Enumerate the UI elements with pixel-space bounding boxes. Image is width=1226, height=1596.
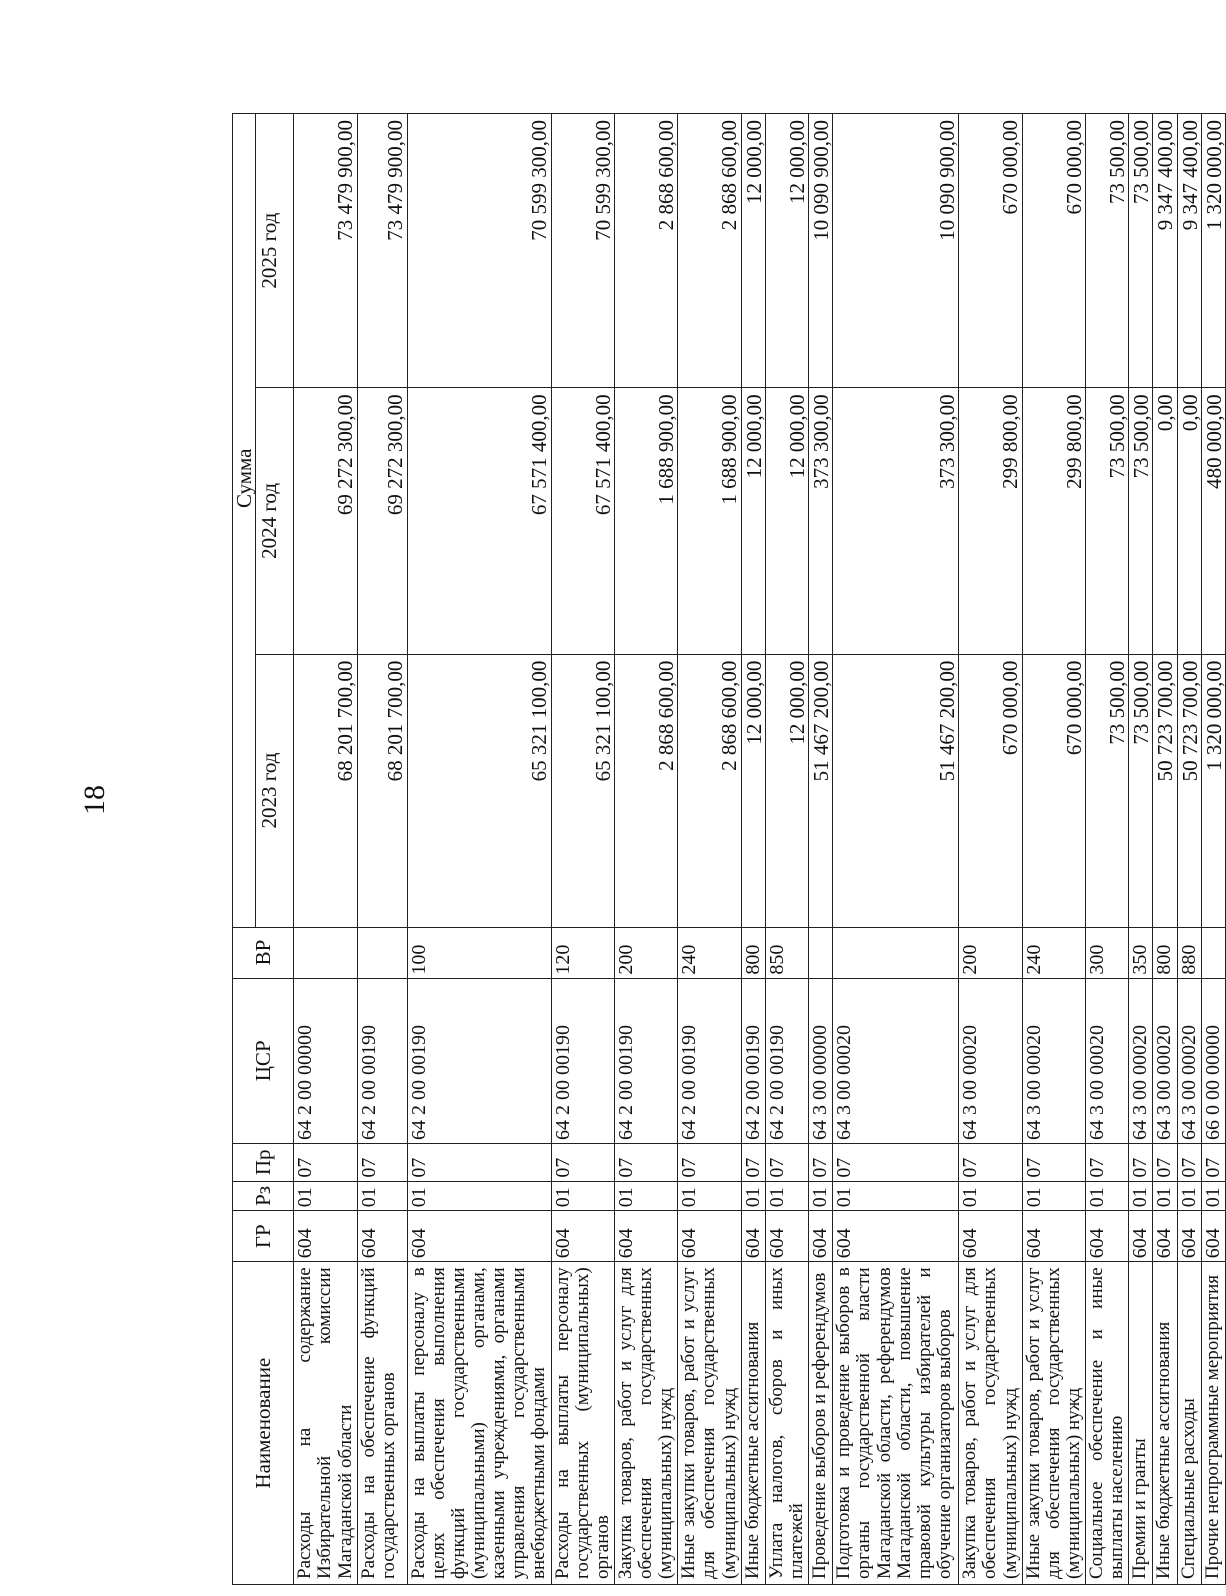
cell-pr: 07 xyxy=(1129,1143,1153,1181)
cell-name: Иные закупки товаров, работ и услуг для обеспечения государственных (муниципальных) нужд xyxy=(678,1262,741,1585)
cell-vr: 850 xyxy=(765,927,808,978)
table-row xyxy=(1177,114,1201,1585)
cell-rz: 01 xyxy=(959,1181,1022,1211)
header-2023: 2023 год xyxy=(256,654,294,927)
cell-name: Проведение выборов и референдумов xyxy=(809,1262,833,1585)
table-row xyxy=(741,114,765,1585)
cell-y2024: 12 000,00 xyxy=(741,388,765,654)
cell-rz: 01 xyxy=(1129,1181,1153,1211)
cell-name: Иные бюджетные ассигнования xyxy=(741,1262,765,1585)
cell-vr: 300 xyxy=(1086,927,1129,978)
cell-csr: 64 3 00 00000 xyxy=(809,978,833,1143)
cell-y2025: 73 479 900,00 xyxy=(357,114,407,388)
table-row xyxy=(678,114,741,1585)
cell-y2024: 373 300,00 xyxy=(833,388,959,654)
cell-pr: 07 xyxy=(809,1143,833,1181)
cell-pr: 07 xyxy=(1177,1143,1201,1181)
cell-y2023: 51 467 200,00 xyxy=(809,654,833,927)
header-name: Наименование xyxy=(233,1262,294,1585)
cell-vr: 800 xyxy=(1153,927,1177,978)
cell-csr: 64 3 00 00020 xyxy=(959,978,1022,1143)
cell-name: Прочие непрограммные мероприятия xyxy=(1201,1262,1225,1585)
cell-gr: 604 xyxy=(1201,1211,1225,1262)
cell-vr: 350 xyxy=(1129,927,1153,978)
cell-y2024: 0,00 xyxy=(1153,388,1177,654)
cell-vr: 120 xyxy=(551,927,614,978)
cell-gr: 604 xyxy=(1153,1211,1177,1262)
cell-y2024: 1 688 900,00 xyxy=(614,388,677,654)
cell-y2025: 12 000,00 xyxy=(741,114,765,388)
cell-csr: 64 3 00 00020 xyxy=(1086,978,1129,1143)
cell-name: Расходы на выплаты персоналу в целях обеспечения выполнения функций государственными (муниципальными) органами, казенными учреждениями, органами управления государственными внебюджетными фондами xyxy=(407,1262,551,1585)
cell-y2025: 2 868 600,00 xyxy=(678,114,741,388)
table-row xyxy=(614,114,677,1585)
cell-y2023: 68 201 700,00 xyxy=(294,654,357,927)
cell-y2024: 480 000,00 xyxy=(1201,388,1225,654)
cell-csr: 64 3 00 00020 xyxy=(1177,978,1201,1143)
cell-gr: 604 xyxy=(765,1211,808,1262)
cell-csr: 66 0 00 00000 xyxy=(1201,978,1225,1143)
cell-gr: 604 xyxy=(741,1211,765,1262)
cell-y2024: 67 571 400,00 xyxy=(551,388,614,654)
table-body xyxy=(294,114,1226,1585)
cell-y2025: 70 599 300,00 xyxy=(407,114,551,388)
cell-gr: 604 xyxy=(959,1211,1022,1262)
cell-rz: 01 xyxy=(1201,1181,1225,1211)
cell-y2025: 2 868 600,00 xyxy=(614,114,677,388)
cell-pr: 07 xyxy=(1022,1143,1085,1181)
cell-vr: 240 xyxy=(1022,927,1085,978)
cell-vr: 200 xyxy=(959,927,1022,978)
cell-vr xyxy=(833,927,959,978)
cell-y2024: 373 300,00 xyxy=(809,388,833,654)
cell-vr: 100 xyxy=(407,927,551,978)
cell-y2025: 670 000,00 xyxy=(959,114,1022,388)
cell-pr: 07 xyxy=(1201,1143,1225,1181)
table-row xyxy=(959,114,1022,1585)
cell-pr: 07 xyxy=(1086,1143,1129,1181)
cell-y2024: 69 272 300,00 xyxy=(294,388,357,654)
cell-name: Уплата налогов, сборов и иных платежей xyxy=(765,1262,808,1585)
cell-gr: 604 xyxy=(407,1211,551,1262)
cell-pr: 07 xyxy=(294,1143,357,1181)
cell-y2023: 1 320 000,00 xyxy=(1201,654,1225,927)
cell-csr: 64 2 00 00190 xyxy=(678,978,741,1143)
cell-gr: 604 xyxy=(294,1211,357,1262)
header-2025: 2025 год xyxy=(256,114,294,388)
header-pr: Пр xyxy=(233,1143,294,1181)
cell-y2024: 73 500,00 xyxy=(1086,388,1129,654)
cell-pr: 07 xyxy=(614,1143,677,1181)
cell-pr: 07 xyxy=(678,1143,741,1181)
cell-y2023: 73 500,00 xyxy=(1129,654,1153,927)
budget-table-sheet xyxy=(232,113,1226,1585)
header-csr: ЦСР xyxy=(233,978,294,1143)
cell-rz: 01 xyxy=(1177,1181,1201,1211)
cell-y2025: 670 000,00 xyxy=(1022,114,1085,388)
cell-name: Закупка товаров, работ и услуг для обеспечения государственных (муниципальных) нужд xyxy=(959,1262,1022,1585)
cell-name: Премии и гранты xyxy=(1129,1262,1153,1585)
cell-y2025: 9 347 400,00 xyxy=(1153,114,1177,388)
cell-y2023: 12 000,00 xyxy=(741,654,765,927)
cell-y2023: 50 723 700,00 xyxy=(1177,654,1201,927)
cell-pr: 07 xyxy=(1153,1143,1177,1181)
cell-rz: 01 xyxy=(357,1181,407,1211)
cell-vr: 200 xyxy=(614,927,677,978)
table-row xyxy=(294,114,357,1585)
cell-gr: 604 xyxy=(833,1211,959,1262)
cell-rz: 01 xyxy=(833,1181,959,1211)
cell-y2025: 73 479 900,00 xyxy=(294,114,357,388)
table-row xyxy=(1153,114,1177,1585)
cell-vr xyxy=(1201,927,1225,978)
cell-name: Расходы на обеспечение функций государственных органов xyxy=(357,1262,407,1585)
cell-name: Социальное обеспечение и иные выплаты населению xyxy=(1086,1262,1129,1585)
cell-y2023: 2 868 600,00 xyxy=(678,654,741,927)
cell-y2023: 68 201 700,00 xyxy=(357,654,407,927)
cell-vr: 800 xyxy=(741,927,765,978)
table-row xyxy=(551,114,614,1585)
cell-rz: 01 xyxy=(678,1181,741,1211)
cell-rz: 01 xyxy=(551,1181,614,1211)
cell-name: Иные закупки товаров, работ и услуг для обеспечения государственных (муниципальных) нужд xyxy=(1022,1262,1085,1585)
cell-csr: 64 2 00 00190 xyxy=(357,978,407,1143)
cell-name: Иные бюджетные ассигнования xyxy=(1153,1262,1177,1585)
cell-pr: 07 xyxy=(407,1143,551,1181)
cell-y2025: 73 500,00 xyxy=(1129,114,1153,388)
cell-rz: 01 xyxy=(1086,1181,1129,1211)
cell-y2023: 12 000,00 xyxy=(765,654,808,927)
cell-rz: 01 xyxy=(294,1181,357,1211)
cell-gr: 604 xyxy=(1129,1211,1153,1262)
cell-pr: 07 xyxy=(357,1143,407,1181)
cell-y2025: 12 000,00 xyxy=(765,114,808,388)
cell-y2023: 65 321 100,00 xyxy=(551,654,614,927)
cell-gr: 604 xyxy=(551,1211,614,1262)
cell-csr: 64 3 00 00020 xyxy=(833,978,959,1143)
cell-y2024: 12 000,00 xyxy=(765,388,808,654)
table-row xyxy=(833,114,959,1585)
cell-y2023: 50 723 700,00 xyxy=(1153,654,1177,927)
cell-gr: 604 xyxy=(1022,1211,1085,1262)
cell-y2024: 0,00 xyxy=(1177,388,1201,654)
cell-y2023: 2 868 600,00 xyxy=(614,654,677,927)
cell-y2024: 67 571 400,00 xyxy=(407,388,551,654)
cell-csr: 64 2 00 00190 xyxy=(407,978,551,1143)
table-row xyxy=(407,114,551,1585)
table-row xyxy=(1086,114,1129,1585)
header-sum: Сумма xyxy=(233,114,256,928)
page-number: 18 xyxy=(78,785,111,815)
cell-name: Подготовка и проведение выборов в органы государственной власти Магаданской области, референдумов Магаданской области, повышение правовой культуры избирателей и обучение организаторов выборов xyxy=(833,1262,959,1585)
header-vr: ВР xyxy=(233,927,294,978)
cell-gr: 604 xyxy=(614,1211,677,1262)
cell-name: Расходы на выплаты персоналу государственных (муниципальных) органов xyxy=(551,1262,614,1585)
cell-pr: 07 xyxy=(551,1143,614,1181)
table-row xyxy=(1129,114,1153,1585)
header-rz: Рз xyxy=(233,1181,294,1211)
header-gr: ГР xyxy=(233,1211,294,1262)
cell-csr: 64 2 00 00190 xyxy=(551,978,614,1143)
cell-rz: 01 xyxy=(741,1181,765,1211)
cell-gr: 604 xyxy=(1086,1211,1129,1262)
cell-gr: 604 xyxy=(678,1211,741,1262)
header-row-1 xyxy=(233,114,256,1585)
table-row xyxy=(809,114,833,1585)
cell-csr: 64 3 00 00020 xyxy=(1129,978,1153,1143)
cell-y2023: 670 000,00 xyxy=(959,654,1022,927)
cell-rz: 01 xyxy=(765,1181,808,1211)
cell-name: Расходы на содержание Избирательной комиссии Магаданской области xyxy=(294,1262,357,1585)
cell-y2023: 51 467 200,00 xyxy=(833,654,959,927)
cell-y2025: 10 090 900,00 xyxy=(809,114,833,388)
cell-csr: 64 2 00 00190 xyxy=(765,978,808,1143)
cell-y2024: 299 800,00 xyxy=(959,388,1022,654)
cell-y2024: 69 272 300,00 xyxy=(357,388,407,654)
table-row xyxy=(765,114,808,1585)
cell-pr: 07 xyxy=(765,1143,808,1181)
cell-y2025: 9 347 400,00 xyxy=(1177,114,1201,388)
cell-y2024: 1 688 900,00 xyxy=(678,388,741,654)
cell-name: Закупка товаров, работ и услуг для обеспечения государственных (муниципальных) нужд xyxy=(614,1262,677,1585)
cell-y2024: 299 800,00 xyxy=(1022,388,1085,654)
cell-gr: 604 xyxy=(1177,1211,1201,1262)
cell-pr: 07 xyxy=(833,1143,959,1181)
cell-rz: 01 xyxy=(614,1181,677,1211)
cell-name: Специальные расходы xyxy=(1177,1262,1201,1585)
cell-csr: 64 3 00 00020 xyxy=(1153,978,1177,1143)
cell-vr: 240 xyxy=(678,927,741,978)
cell-gr: 604 xyxy=(357,1211,407,1262)
cell-rz: 01 xyxy=(1022,1181,1085,1211)
cell-csr: 64 2 00 00190 xyxy=(741,978,765,1143)
cell-pr: 07 xyxy=(741,1143,765,1181)
cell-rz: 01 xyxy=(809,1181,833,1211)
cell-y2023: 65 321 100,00 xyxy=(407,654,551,927)
cell-vr xyxy=(357,927,407,978)
cell-y2024: 73 500,00 xyxy=(1129,388,1153,654)
cell-y2023: 670 000,00 xyxy=(1022,654,1085,927)
cell-vr: 880 xyxy=(1177,927,1201,978)
cell-csr: 64 2 00 00190 xyxy=(614,978,677,1143)
cell-y2025: 1 320 000,00 xyxy=(1201,114,1225,388)
cell-csr: 64 2 00 00000 xyxy=(294,978,357,1143)
cell-vr xyxy=(809,927,833,978)
cell-pr: 07 xyxy=(959,1143,1022,1181)
cell-gr: 604 xyxy=(809,1211,833,1262)
table-row xyxy=(1201,114,1225,1585)
header-2024: 2024 год xyxy=(256,388,294,654)
cell-vr xyxy=(294,927,357,978)
cell-y2025: 73 500,00 xyxy=(1086,114,1129,388)
cell-rz: 01 xyxy=(407,1181,551,1211)
cell-csr: 64 3 00 00020 xyxy=(1022,978,1085,1143)
cell-y2025: 70 599 300,00 xyxy=(551,114,614,388)
cell-y2023: 73 500,00 xyxy=(1086,654,1129,927)
cell-y2025: 10 090 900,00 xyxy=(833,114,959,388)
table-row xyxy=(1022,114,1085,1585)
cell-rz: 01 xyxy=(1153,1181,1177,1211)
table-row xyxy=(357,114,407,1585)
budget-table xyxy=(232,113,1226,1585)
